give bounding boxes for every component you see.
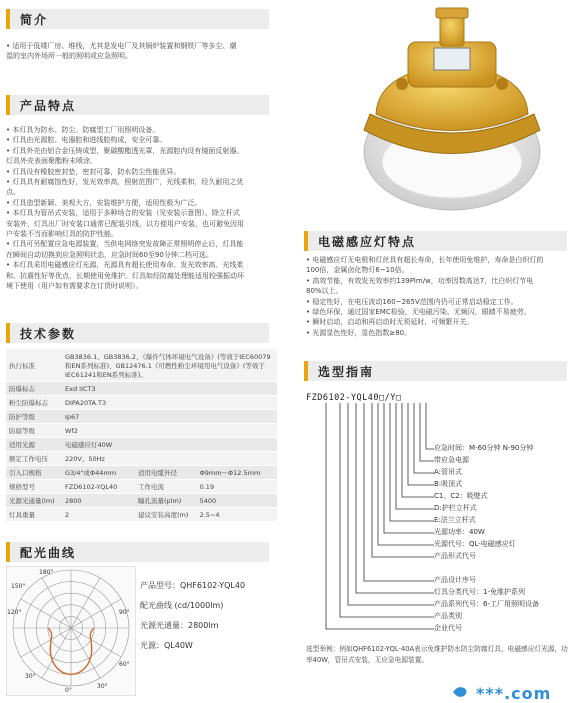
angle-label: 120° xyxy=(7,609,22,616)
accent-bar xyxy=(6,95,10,115)
spec-row xyxy=(6,382,277,396)
legend-item: 带应急电源 xyxy=(434,456,469,464)
feature-line: • 本灯具采用电磁感应灯光源，光源具有超长使用寿命、发光效率高、光线柔 xyxy=(6,261,244,270)
feature-line: 境下使用（用户如有需要求在订货时说明）。 xyxy=(6,282,143,291)
legend-item: 产品系列代号：6-工厂用照明设备 xyxy=(434,600,539,608)
tree-connector xyxy=(326,403,434,629)
em-feature-line: • 光源显色性好，显色指数≥80。 xyxy=(306,328,412,337)
spec-label: 额定工作电压 xyxy=(6,452,62,466)
legend-item: 产品形式代号 xyxy=(434,552,476,560)
section-header-guide xyxy=(304,361,567,381)
legend-item: B:吸顶式 xyxy=(434,480,463,488)
angle-label: 0° xyxy=(65,687,72,694)
em-feature-line: • 电磁感应灯无电极和灯丝具有超长寿命，长年使用免维护，寿命是白炽灯的 xyxy=(306,256,544,264)
spec-label: 粉尘防爆标志 xyxy=(6,396,62,410)
angle-label: 150° xyxy=(11,583,26,590)
spec-row xyxy=(6,438,277,452)
spec-value: Wf2 xyxy=(62,424,277,438)
section-title: 简介 xyxy=(20,13,49,27)
section-header-features xyxy=(6,95,269,115)
spec-value: G3/4"或Φ44mm xyxy=(62,466,135,480)
legend-item: 产品设计序号 xyxy=(434,576,476,584)
feature-line: • 灯具外壳由铝合金压铸成型，聚碳酸酯透光罩，光源腔内设有镜面反射器。 xyxy=(6,146,244,155)
spec-label: 灯具重量 xyxy=(6,508,62,522)
section-title: 产品特点 xyxy=(20,99,77,113)
legend-item: 光源代号：QL-电磁感应灯 xyxy=(434,540,516,548)
angle-label: 30° xyxy=(97,683,108,690)
spec-label: 防腐等级 xyxy=(6,424,62,438)
intro-line: • 适用于低矮厂房、堆栈，尤其是发电厂及其锅炉装置和钢铁厂等多尘、潮 xyxy=(6,42,237,50)
legend-item: 产品类别 xyxy=(434,612,462,620)
spec-value: 5400 xyxy=(197,494,277,508)
spec-label: 防爆标志 xyxy=(6,382,62,396)
spec-row xyxy=(6,452,277,466)
spec-row xyxy=(6,410,277,424)
section-header-em-features xyxy=(304,231,567,251)
feature-line: • 灯具设有橡胶密封垫，密封可靠，防水防尘性能优异。 xyxy=(6,167,181,176)
feature-line: 安装外，灯具出厂时安装口通常已配装引线，以方便用户安装，也可避免因用 xyxy=(6,219,244,228)
model-code: FZD6102-YQL40□/Y□ xyxy=(306,393,402,403)
spec-label: 适用光源 xyxy=(6,438,62,452)
tree-connector xyxy=(390,403,434,521)
legend-item: D:护栏立杆式 xyxy=(434,504,477,512)
accent-bar xyxy=(304,361,308,381)
spec-label: 规格型号 xyxy=(6,480,62,494)
spec-value: GB3836.1、GB3836.2、《爆炸气体环境电气设备》(等效于IEC60079和EN系列标准)、GB12476.1《可燃性粉尘环境用电气设备》(等效于IEC61241和EN系列标准)。 xyxy=(62,349,277,382)
spec-value: 220V、50Hz xyxy=(62,452,277,466)
section-title: 电磁感应灯特点 xyxy=(318,235,417,249)
em-feature-line: 100倍，金属卤化物灯6~10倍。 xyxy=(306,266,409,275)
feature-line: 和、抗震性好等优点，长期使用免维护。灯具如经防腐处理能适用较强振动环 xyxy=(6,271,244,280)
features-list xyxy=(6,125,292,292)
em-feature-line: • 绿色环保，通过国家EMC检验，无电磁污染、无频闪，眼睛不易疲劳。 xyxy=(306,308,531,317)
feature-line: 户安装不当而影响灯具的防护性能。 xyxy=(6,230,118,239)
accent-bar xyxy=(304,231,308,251)
spec-value: 2800 xyxy=(62,494,135,508)
section-title: 选型指南 xyxy=(318,365,375,379)
section-header-curve xyxy=(6,542,269,562)
watermark-logo-icon xyxy=(452,685,470,699)
angle-label: 180° xyxy=(39,569,54,576)
spec-value: FZD6102-YQL40 xyxy=(62,480,135,494)
spec-row xyxy=(6,466,277,480)
spec-row xyxy=(6,396,277,410)
spec-value: Φ9mm～Φ12.5mm xyxy=(197,466,277,480)
spec-label: 引入口规格 xyxy=(6,466,62,480)
feature-line: • 本灯具为管吊式安装，适用于多种场合的安装（见安装示意图）。除立杆式 xyxy=(6,209,240,218)
legend-item: A:管吊式 xyxy=(434,468,463,476)
product-image xyxy=(338,2,566,228)
spec-value: 0.19 xyxy=(197,480,277,494)
tree-connector xyxy=(402,403,434,497)
light-distribution-chart xyxy=(6,566,136,696)
em-feature-line: • 稳定性好，在电压波动160~265V范围内仍可正常启动稳定工作。 xyxy=(306,297,518,306)
feature-line: • 灯具可另配置应急电源装置，当供电网络突发故障正常照明停止后，灯具能 xyxy=(6,240,244,249)
angle-label: 30° xyxy=(25,673,36,680)
feature-line: • 本灯具为防水、防尘、防腐型工厂用照明设备。 xyxy=(6,126,160,134)
spec-value: DIPA20TA.T3 xyxy=(62,396,277,410)
spec-row xyxy=(6,508,277,522)
feature-line: 点。 xyxy=(6,188,20,197)
spec-row xyxy=(6,494,277,508)
legend-item: 灯具分类代号：1-免维护系列 xyxy=(434,588,525,596)
accent-bar xyxy=(6,542,10,562)
legend-item: 企业代号 xyxy=(434,624,462,632)
tree-connector xyxy=(420,403,434,461)
tree-connector xyxy=(372,403,434,557)
model-code-tree xyxy=(304,403,434,641)
spec-label: 工作电流 xyxy=(135,480,197,494)
intro-line: 湿的室内外场所一般的照明或应急照明。 xyxy=(6,52,132,61)
spec-value: 2.5~4 xyxy=(197,508,277,522)
legend-item: C1、C2：吸壁式 xyxy=(434,492,488,500)
spec-label: 建议安装高度(m) xyxy=(135,508,197,522)
tree-connector xyxy=(364,403,434,581)
curve-unit: 配光曲线 (cd/1000lm) xyxy=(140,601,224,610)
curve-model: 产品型号：QHF6102-YQL40 xyxy=(140,581,246,590)
spec-label: 适用电缆外径 xyxy=(135,466,197,480)
accent-bar xyxy=(6,9,10,29)
spec-label: 执行标准 xyxy=(6,349,62,382)
spec-table xyxy=(6,349,277,522)
spec-label: 瞳孔流量(plm) xyxy=(135,494,197,508)
angle-label: 60° xyxy=(119,661,130,668)
section-title: 技术参数 xyxy=(20,327,77,341)
em-feature-line: • 瞬时启动，启动和再启动时无须延时，可频繁开关。 xyxy=(306,318,474,327)
spec-row xyxy=(6,424,277,438)
spec-value: 2 xyxy=(62,508,135,522)
section-header-intro xyxy=(6,9,269,29)
legend-item: E:法兰立杆式 xyxy=(434,516,476,524)
section-title: 配光曲线 xyxy=(20,546,77,560)
spec-row xyxy=(6,480,277,494)
tree-connector xyxy=(384,403,434,533)
spec-value: 电磁感应灯40W xyxy=(62,438,277,452)
tree-connector xyxy=(356,403,434,593)
feature-line: • 灯具由光源腔、电器腔和进线腔构成，安全可靠。 xyxy=(6,136,167,145)
selection-example: 选型举例：例如QHF6102-YQL-40A表示免维护防水防尘防腐灯具，电磁感应灯光源，功率40W，管吊式安装，无应急电源装置。 xyxy=(306,645,568,664)
tree-connector xyxy=(426,403,434,449)
spec-value: Exd IICT3 xyxy=(62,382,277,396)
spec-label: 光源光通量(lm) xyxy=(6,494,62,508)
em-features-list xyxy=(306,255,570,338)
feature-line: 在瞬间自动切换到应急照明状态，应急时间60至90分钟二档可选。 xyxy=(6,250,213,259)
feature-line: • 灯具具有耐腐蚀性好，发光效率高，照射范围广，光线柔和，经久耐用之优 xyxy=(6,178,244,187)
spec-row xyxy=(6,349,277,382)
legend-item: 应急时间：M-60分钟 N-90分钟 xyxy=(434,444,534,452)
accent-bar xyxy=(6,323,10,343)
legend-item: 光源功率：40W xyxy=(434,528,485,536)
em-feature-line: • 高效节能，有效发光效率约139Plm/w，功率因数高达7，比白炽灯节电 xyxy=(306,276,534,285)
watermark: ***.com xyxy=(476,684,552,703)
curve-source: 光源：QL40W xyxy=(140,641,193,650)
tree-connector xyxy=(348,403,434,605)
feature-line: • 灯具造型新颖、美观大方，安装维护方便，适用性极为广泛。 xyxy=(6,198,202,207)
feature-line: 灯具外壳表面聚酯粉末喷涂。 xyxy=(6,157,97,166)
spec-label: 防护等级 xyxy=(6,410,62,424)
em-feature-line: 80%以上。 xyxy=(306,287,343,296)
spec-value: Ip67 xyxy=(62,410,277,424)
intro-text xyxy=(6,41,291,62)
section-header-specs xyxy=(6,323,269,343)
tree-connector xyxy=(414,403,434,473)
curve-flux: 光源光通量：2800lm xyxy=(140,621,219,630)
angle-label: 90° xyxy=(119,609,130,616)
